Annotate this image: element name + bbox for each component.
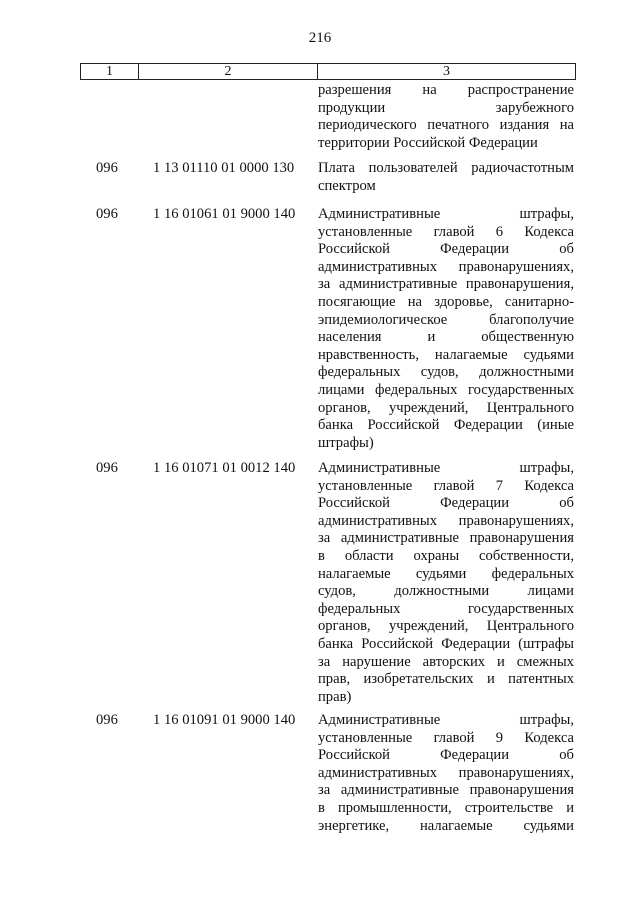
header-col-2: 2	[224, 64, 232, 79]
word: Административные	[318, 460, 441, 476]
text-line	[318, 224, 574, 242]
word: правонарушениях,	[458, 764, 574, 781]
word: в	[318, 799, 325, 816]
word: правонарушениях,	[458, 512, 574, 529]
word: печатного	[427, 117, 490, 134]
word: Административные	[318, 712, 441, 728]
word: главой	[433, 729, 475, 746]
word: Кодекса	[524, 729, 574, 746]
text-line	[318, 417, 574, 435]
word: собственности,	[479, 547, 574, 564]
word: Российской	[367, 417, 440, 434]
word: государственных	[467, 381, 574, 398]
text-line: территории Российской Федерации	[318, 134, 538, 151]
word: судьями	[523, 817, 574, 834]
word: нарушение	[342, 653, 411, 670]
word: на	[559, 117, 574, 134]
word: административные	[340, 782, 459, 799]
word: санитарно-	[504, 293, 574, 310]
word: 9	[495, 729, 504, 746]
word: распространение	[467, 82, 574, 98]
word: Центрального	[486, 399, 574, 416]
word: изобретательских	[363, 671, 474, 688]
word: Федерации	[440, 747, 510, 764]
revenue-description	[318, 160, 574, 195]
word: в	[318, 547, 325, 564]
word: лицами	[318, 381, 365, 398]
text-line	[318, 765, 574, 783]
word: издания	[499, 117, 550, 134]
word: федеральных	[375, 381, 458, 398]
word: штрафы,	[519, 206, 574, 222]
word: административных	[318, 764, 437, 781]
word: патентных	[508, 671, 574, 688]
word: банка	[318, 635, 354, 652]
word: благополучие	[489, 311, 574, 328]
word: установленные	[318, 477, 413, 494]
word: государственных	[467, 600, 574, 617]
word: продукции	[318, 99, 386, 116]
text-line	[318, 818, 574, 836]
text-line: штрафы)	[318, 434, 374, 451]
word: Центрального	[486, 618, 574, 635]
word: (штрафы	[518, 635, 574, 652]
admin-code: 096	[96, 160, 118, 176]
word: Федерации	[440, 495, 510, 512]
word: главой	[433, 477, 475, 494]
word: населения	[318, 329, 382, 346]
word: строительстве	[464, 799, 554, 816]
budget-classification-code: 1 16 01071 01 0012 140	[153, 460, 296, 476]
word: Российской	[361, 635, 434, 652]
text-line	[318, 583, 574, 601]
text-line	[318, 294, 574, 312]
word: правонарушения	[469, 782, 574, 799]
word: нравственность,	[318, 346, 419, 363]
text-line	[318, 206, 574, 224]
word: 7	[495, 477, 504, 494]
admin-code: 096	[96, 206, 118, 222]
text-line	[318, 82, 574, 100]
text-line	[318, 800, 574, 818]
text-line: прав)	[318, 688, 352, 705]
word: административных	[318, 258, 437, 275]
word: (иные	[537, 417, 574, 434]
text-line	[318, 460, 574, 478]
word: Федерации	[453, 417, 523, 434]
word: и	[497, 653, 505, 670]
word: за	[318, 276, 331, 293]
word: Федерации	[441, 635, 511, 652]
word: Российской	[318, 241, 390, 258]
text-line: спектром	[318, 177, 376, 194]
word: посягающие	[318, 293, 396, 310]
text-line	[318, 671, 574, 689]
word: периодического	[318, 117, 417, 134]
word: налагаемые	[318, 565, 391, 582]
text-line	[318, 400, 574, 418]
text-line	[318, 730, 574, 748]
word: установленные	[318, 729, 413, 746]
text-line	[318, 117, 574, 135]
word: должностными	[394, 583, 490, 600]
continued-description	[318, 82, 574, 152]
budget-classification-code: 1 16 01091 01 9000 140	[153, 712, 296, 728]
word: штрафы,	[519, 460, 574, 476]
text-line	[318, 347, 574, 365]
word: федеральных	[318, 600, 401, 617]
word: энергетике,	[318, 817, 390, 834]
text-line	[318, 513, 574, 531]
text-line	[318, 601, 574, 619]
word: и	[566, 799, 574, 816]
text-line	[318, 160, 574, 178]
text-line	[318, 312, 574, 330]
word: за	[318, 653, 331, 670]
budget-classification-code: 1 13 01110 01 0000 130	[153, 160, 295, 176]
word: об	[559, 241, 574, 258]
text-line	[318, 548, 574, 566]
word: пользователей	[368, 160, 458, 176]
header-col-1: 1	[106, 64, 113, 79]
word: зарубежного	[495, 99, 574, 116]
word: области	[344, 547, 394, 564]
word: органов,	[318, 618, 371, 635]
word: на	[422, 82, 437, 98]
word: органов,	[318, 399, 371, 416]
word: административных	[318, 512, 437, 529]
word: Российской	[318, 495, 390, 512]
word: федеральных	[491, 565, 574, 582]
word: правонарушения	[469, 530, 574, 547]
word: Плата	[318, 160, 355, 176]
word: судьями	[415, 565, 467, 582]
word: за	[318, 530, 331, 547]
text-line	[318, 747, 574, 765]
word: промышленности,	[337, 799, 452, 816]
text-line	[318, 259, 574, 277]
word: штрафы,	[519, 712, 574, 728]
word: банка	[318, 417, 354, 434]
word: Российской	[318, 747, 390, 764]
word: Кодекса	[524, 223, 574, 240]
table-header	[80, 63, 576, 80]
admin-code: 096	[96, 460, 118, 476]
word: охраны	[413, 547, 460, 564]
word: главой	[433, 223, 475, 240]
word: установленные	[318, 223, 413, 240]
text-line	[318, 654, 574, 672]
word: правонарушения,	[465, 276, 574, 293]
word: Административные	[318, 206, 441, 222]
word: об	[559, 495, 574, 512]
page-number: 216	[308, 30, 332, 46]
word: судьями	[523, 346, 574, 363]
word: административные	[340, 530, 459, 547]
word: разрешения	[318, 82, 392, 98]
text-line	[318, 382, 574, 400]
word: за	[318, 782, 331, 799]
word: общественную	[481, 329, 574, 346]
word: налагаемые	[434, 346, 508, 363]
word: радиочастотным	[471, 160, 574, 176]
word: прав,	[318, 671, 351, 688]
word: смежных	[516, 653, 574, 670]
word: лицами	[527, 583, 574, 600]
word: и	[427, 329, 436, 346]
text-line	[318, 618, 574, 636]
text-line	[318, 364, 574, 382]
word: Кодекса	[524, 477, 574, 494]
header-col-3: 3	[443, 64, 450, 79]
word: федеральных	[318, 364, 401, 381]
text-line	[318, 329, 574, 347]
word: учреждений,	[388, 399, 469, 416]
word: об	[559, 747, 574, 764]
revenue-description	[318, 206, 574, 452]
revenue-description	[318, 460, 574, 706]
text-line	[318, 478, 574, 496]
word: эпидемиологическое	[318, 311, 448, 328]
word: 6	[495, 223, 504, 240]
word: и	[486, 671, 495, 688]
word: авторских	[422, 653, 486, 670]
word: судов,	[420, 364, 459, 381]
budget-classification-code: 1 16 01061 01 9000 140	[153, 206, 296, 222]
word: учреждений,	[388, 618, 469, 635]
text-line	[318, 712, 574, 730]
revenue-description	[318, 712, 574, 835]
word: правонарушениях,	[458, 258, 574, 275]
text-line	[318, 276, 574, 294]
word: административные	[339, 276, 458, 293]
text-line	[318, 100, 574, 118]
word: налагаемые	[420, 817, 493, 834]
text-line	[318, 241, 574, 259]
word: здоровье,	[434, 293, 493, 310]
text-line	[318, 782, 574, 800]
text-line	[318, 495, 574, 513]
text-line	[318, 566, 574, 584]
text-line	[318, 530, 574, 548]
word: должностными	[479, 364, 574, 381]
word: Федерации	[440, 241, 510, 258]
admin-code: 096	[96, 712, 118, 728]
word: на	[407, 293, 423, 310]
word: судов,	[318, 583, 356, 600]
text-line	[318, 636, 574, 654]
